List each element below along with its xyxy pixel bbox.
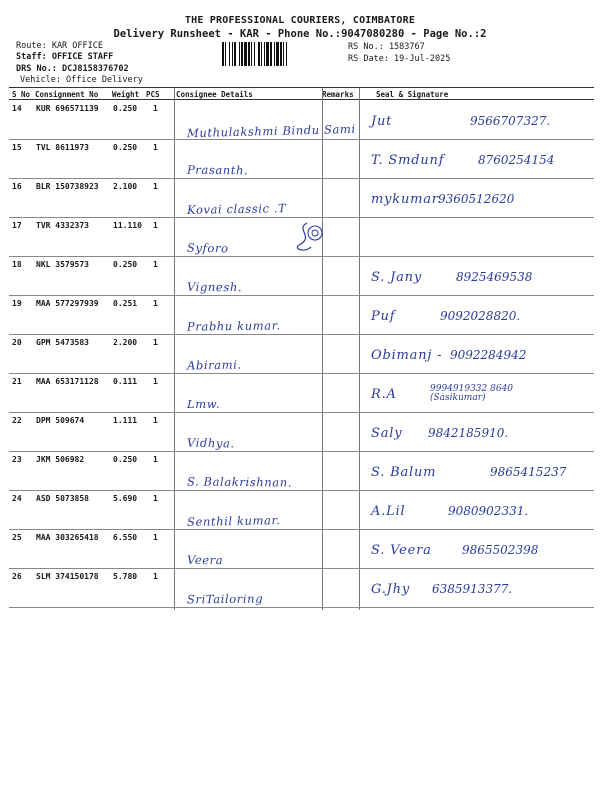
row-phone-handwritten: 9994919332 8640 (Sasikumar) bbox=[430, 384, 514, 403]
row-sno: 21 bbox=[12, 377, 22, 386]
row-phone-handwritten: 9865502398 bbox=[462, 543, 539, 557]
row-phone-handwritten: 8760254154 bbox=[478, 153, 555, 167]
row-signature-handwritten: mykumar. bbox=[371, 192, 443, 207]
row-weight: 0.250 bbox=[113, 455, 138, 464]
runsheet-subtitle: Delivery Runsheet - KAR - Phone No.:9047080280 - Page No.:2 bbox=[113, 28, 487, 40]
header-top-rule bbox=[9, 87, 594, 88]
row-consignee-handwritten: Lmw. bbox=[187, 397, 221, 411]
row-consignee-handwritten: Vidhya. bbox=[186, 435, 235, 451]
row-sno: 14 bbox=[12, 104, 22, 113]
row-weight: 0.251 bbox=[113, 299, 138, 308]
row-signature-handwritten: S. Jany bbox=[371, 270, 422, 285]
row-signature-handwritten: R.A bbox=[371, 387, 397, 402]
row-sno: 26 bbox=[12, 572, 22, 581]
table-row bbox=[9, 139, 594, 179]
col-head-consignment: Consignment No bbox=[35, 90, 99, 99]
row-weight: 11.110 bbox=[113, 221, 142, 230]
row-sno: 15 bbox=[12, 143, 22, 152]
row-consignee-handwritten: Vignesh. bbox=[186, 279, 243, 295]
row-pcs: 1 bbox=[153, 260, 158, 269]
table-row bbox=[9, 490, 594, 530]
row-pcs: 1 bbox=[153, 455, 158, 464]
row-consignment-no: ASD 5073858 bbox=[36, 494, 89, 503]
row-pcs: 1 bbox=[153, 572, 158, 581]
row-weight: 5.780 bbox=[113, 572, 138, 581]
row-consignment-no: MAA 653171128 bbox=[36, 377, 99, 386]
row-consignment-no: JKM 506982 bbox=[36, 455, 85, 464]
row-sno: 25 bbox=[12, 533, 22, 542]
row-weight: 2.200 bbox=[113, 338, 138, 347]
row-consignee-handwritten: Muthulakshmi Bindu Sami bbox=[186, 121, 356, 141]
row-phone-handwritten: 9080902331. bbox=[448, 504, 529, 518]
table-row bbox=[9, 373, 594, 413]
route-label: Route: KAR OFFICE bbox=[16, 41, 103, 51]
row-phone-handwritten: 9865415237 bbox=[490, 465, 567, 479]
row-sno: 23 bbox=[12, 455, 22, 464]
row-consignment-no: DPM 509674 bbox=[36, 416, 85, 425]
row-phone-handwritten: 8925469538 bbox=[456, 270, 533, 284]
staff-label: Staff: OFFICE STAFF bbox=[16, 52, 114, 62]
row-pcs: 1 bbox=[153, 182, 158, 191]
col-head-signature: Seal & Signature bbox=[376, 90, 449, 99]
row-pcs: 1 bbox=[153, 338, 158, 347]
row-consignment-no: GPM 5473583 bbox=[36, 338, 89, 347]
row-pcs: 1 bbox=[153, 104, 158, 113]
row-sno: 17 bbox=[12, 221, 22, 230]
row-sno: 24 bbox=[12, 494, 22, 503]
row-pcs: 1 bbox=[153, 494, 158, 503]
row-phone-handwritten: 9360512620 bbox=[438, 192, 515, 206]
row-consignee-handwritten: Veera bbox=[186, 552, 224, 568]
row-sno: 16 bbox=[12, 182, 22, 191]
col-head-pcs: PCS bbox=[146, 90, 160, 99]
vehicle-label: Vehicle: Office Delivery bbox=[20, 75, 143, 85]
row-consignment-no: SLM 374150178 bbox=[36, 572, 99, 581]
row-sno: 20 bbox=[12, 338, 22, 347]
company-title: THE PROFESSIONAL COURIERS, COIMBATORE bbox=[184, 15, 416, 26]
row-weight: 0.250 bbox=[113, 143, 138, 152]
row-signature-handwritten: Obimanj - bbox=[371, 348, 443, 363]
drs-number: DRS No.: DCJ8158376702 bbox=[16, 64, 129, 74]
col-head-remarks: Remarks bbox=[322, 90, 354, 99]
table-row bbox=[9, 178, 594, 218]
row-weight: 1.111 bbox=[113, 416, 138, 425]
table-row bbox=[9, 256, 594, 296]
row-weight: 0.250 bbox=[113, 260, 138, 269]
row-consignee-handwritten: S. Balakrishnan. bbox=[186, 474, 293, 490]
row-signature-handwritten: S. Balum bbox=[371, 465, 437, 480]
row-consignment-no: TVR 4332373 bbox=[36, 221, 89, 230]
row-signature-handwritten: S. Veera bbox=[371, 543, 432, 558]
row-consignee-handwritten: Syforo bbox=[186, 240, 229, 256]
row-sno: 18 bbox=[12, 260, 22, 269]
row-sno: 22 bbox=[12, 416, 22, 425]
row-signature-handwritten: A.Lil bbox=[371, 504, 406, 519]
row-consignee-handwritten: Prabhu kumar. bbox=[186, 318, 281, 334]
row-weight: 0.111 bbox=[113, 377, 138, 386]
row-pcs: 1 bbox=[153, 377, 158, 386]
col-head-sno: S No bbox=[12, 90, 31, 99]
row-consignee-handwritten: Prasanth. bbox=[186, 162, 249, 178]
row-pcs: 1 bbox=[153, 221, 158, 230]
row-weight: 0.250 bbox=[113, 104, 138, 113]
table-row bbox=[9, 295, 594, 335]
table-row bbox=[9, 334, 594, 374]
row-phone-handwritten: 9092028820. bbox=[440, 309, 521, 323]
row-consignment-no: MAA 303265418 bbox=[36, 533, 99, 542]
row-signature-handwritten: Jut bbox=[371, 114, 393, 129]
row-pcs: 1 bbox=[153, 533, 158, 542]
row-consignee-handwritten: Senthil kumar. bbox=[186, 513, 281, 529]
row-pcs: 1 bbox=[153, 299, 158, 308]
row-consignee-handwritten: Kovai classic .T bbox=[186, 201, 287, 217]
row-sno: 19 bbox=[12, 299, 22, 308]
table-row bbox=[9, 100, 594, 140]
row-phone-handwritten: 6385913377. bbox=[432, 582, 513, 596]
rs-number: RS No.: 1583767 bbox=[348, 42, 425, 52]
row-consignment-no: KUR 696571139 bbox=[36, 104, 99, 113]
row-phone-handwritten: 9092284942 bbox=[450, 348, 527, 362]
row-consignment-no: TVL 8611973 bbox=[36, 143, 89, 152]
table-row bbox=[9, 412, 594, 452]
scribble-mark-icon bbox=[285, 219, 325, 255]
row-weight: 6.550 bbox=[113, 533, 138, 542]
row-pcs: 1 bbox=[153, 143, 158, 152]
row-weight: 2.100 bbox=[113, 182, 138, 191]
table-row bbox=[9, 568, 594, 608]
row-consignment-no: MAA 577297939 bbox=[36, 299, 99, 308]
row-consignment-no: BLR 150738923 bbox=[36, 182, 99, 191]
row-weight: 5.690 bbox=[113, 494, 138, 503]
row-phone-handwritten: 9566707327. bbox=[470, 114, 551, 128]
table-row bbox=[9, 451, 594, 491]
row-pcs: 1 bbox=[153, 416, 158, 425]
row-signature-handwritten: T. Smdunf bbox=[371, 153, 445, 168]
row-phone-handwritten: 9842185910. bbox=[428, 426, 509, 440]
row-consignee-handwritten: SriTailoring bbox=[186, 591, 264, 607]
row-signature-handwritten: Puf bbox=[371, 309, 396, 324]
row-signature-handwritten: G.Jhy bbox=[371, 582, 410, 597]
row-signature-handwritten: Saly bbox=[371, 426, 403, 441]
rs-date: RS Date: 19-Jul-2025 bbox=[348, 54, 451, 64]
table-row bbox=[9, 529, 594, 569]
row-consignee-handwritten: Abirami. bbox=[186, 357, 242, 373]
col-head-consignee: Consignee Details bbox=[176, 90, 253, 99]
row-consignment-no: NKL 3579573 bbox=[36, 260, 89, 269]
barcode-image bbox=[222, 42, 340, 66]
col-head-weight: Weight bbox=[112, 90, 140, 99]
